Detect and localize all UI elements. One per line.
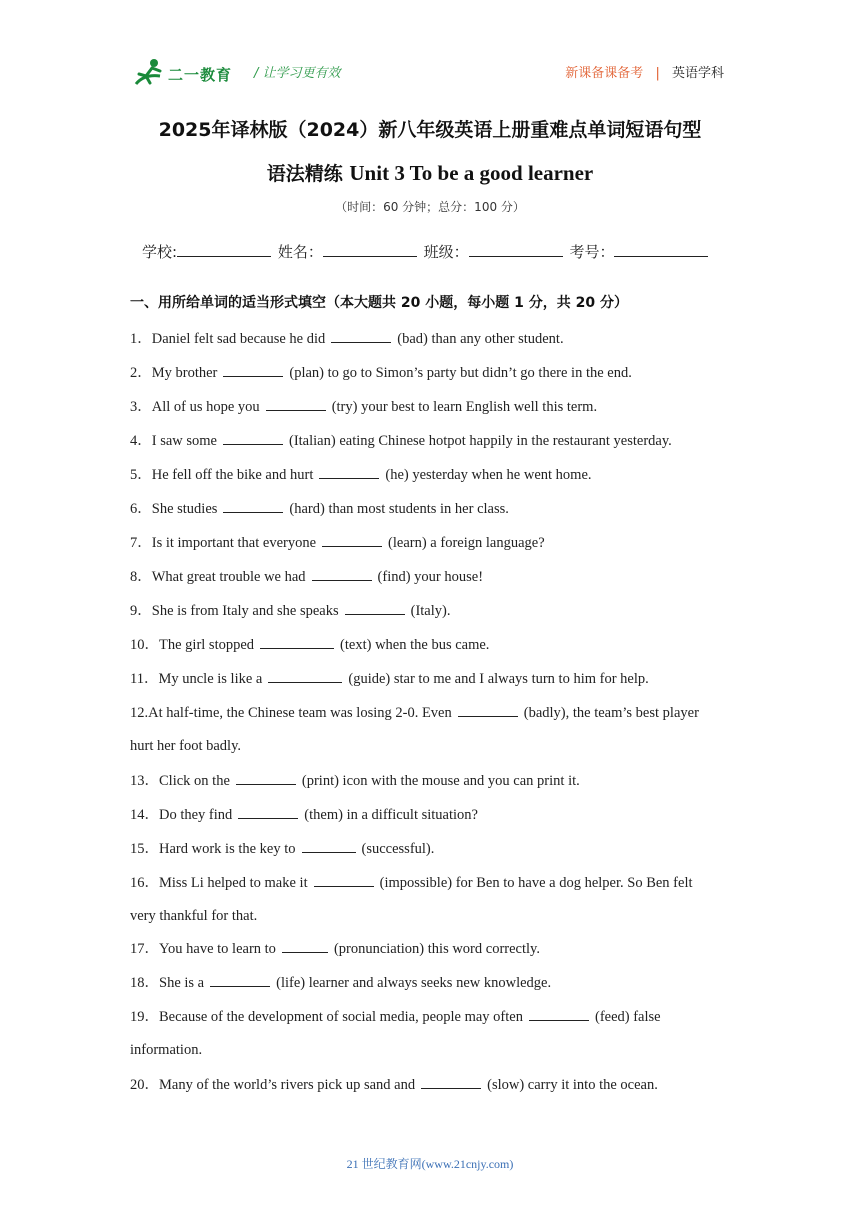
question-number: 3． — [130, 399, 152, 415]
question-text-before: My uncle is like a — [158, 671, 263, 687]
question-number: 11． — [130, 671, 159, 687]
question-item — [130, 702, 699, 723]
name-label: 姓名： — [277, 243, 323, 261]
question-text-after: (bad) than any other student. — [397, 331, 564, 347]
question-text-before: Do they find — [159, 807, 233, 823]
question-text-before: My brother — [151, 365, 218, 381]
question-number: 14． — [130, 807, 159, 823]
question-text-after: (print) icon with the mouse and you can print it. — [301, 773, 580, 789]
question-number: 17． — [130, 941, 159, 957]
document-title-line2 — [0, 159, 860, 186]
title-en-part: Unit 3 To be a good learner — [349, 161, 594, 185]
answer-blank[interactable] — [260, 634, 334, 649]
class-label: 班级： — [423, 243, 469, 261]
question-text-before: Many of the world’s rivers pick up sand and — [159, 1077, 416, 1093]
answer-blank[interactable] — [322, 532, 382, 547]
question-continuation: information. — [130, 1042, 203, 1058]
question-item — [130, 838, 434, 859]
header-right — [565, 62, 724, 81]
question-item — [130, 498, 509, 519]
school-field[interactable] — [177, 242, 271, 257]
slogan: / 让学习更有效 — [254, 66, 341, 81]
question-text-after: (life) learner and always seeks new knowledge. — [276, 975, 552, 991]
question-item — [130, 430, 672, 451]
class-field[interactable] — [469, 242, 563, 257]
question-text-after: (find) your house! — [377, 569, 484, 585]
question-continuation: very thankful for that. — [130, 908, 258, 924]
question-text-before: The girl stopped — [159, 637, 255, 653]
question-number: 5． — [130, 467, 152, 483]
question-text-after: (feed) false — [594, 1009, 661, 1025]
question-item — [130, 396, 597, 417]
answer-blank[interactable] — [458, 702, 518, 717]
answer-blank[interactable] — [314, 872, 374, 887]
question-text-after: (badly), the team’s best player — [523, 705, 699, 721]
question-text-before: Miss Li helped to make it — [159, 875, 308, 891]
logo-text: 二一教育 — [168, 66, 233, 84]
answer-blank[interactable] — [223, 430, 283, 445]
question-number: 10． — [130, 637, 159, 653]
question-item — [130, 634, 489, 655]
question-text-before: All of us hope you — [151, 399, 260, 415]
question-number: 18． — [130, 975, 159, 991]
question-text-after: (hard) than most students in her class. — [289, 501, 509, 517]
question-number: 19． — [130, 1009, 159, 1025]
question-item — [130, 1074, 658, 1095]
question-number: 1． — [130, 331, 152, 347]
question-item — [130, 464, 592, 485]
question-item — [130, 668, 649, 689]
question-item — [130, 938, 540, 959]
question-number: 9． — [130, 603, 152, 619]
question-number: 7． — [130, 535, 152, 551]
question-text-after: (successful). — [361, 841, 435, 857]
question-item — [130, 600, 450, 621]
question-text-before: She is from Italy and she speaks — [151, 603, 339, 619]
answer-blank[interactable] — [210, 972, 270, 987]
question-item — [130, 328, 564, 349]
question-continuation: hurt her foot badly. — [130, 738, 242, 754]
question-number: 12. — [130, 705, 149, 721]
question-item — [130, 1006, 661, 1027]
question-text-before: Because of the development of social media, people may often — [159, 1009, 523, 1025]
answer-blank[interactable] — [319, 464, 379, 479]
question-text-before: What great trouble we had — [151, 569, 306, 585]
question-text-before: You have to learn to — [159, 941, 276, 957]
question-text-after: (learn) a foreign language? — [388, 535, 545, 551]
question-number: 8． — [130, 569, 152, 585]
question-text-before: Hard work is the key to — [159, 841, 296, 857]
title-cn-part: 语法精练 — [266, 163, 343, 185]
school-label: 学校: — [142, 243, 178, 261]
document-title-line1: 2025年译林版（2024）新八年级英语上册重难点单词短语句型 — [158, 119, 702, 141]
question-item — [130, 804, 478, 825]
question-text-before: Click on the — [159, 773, 230, 789]
question-text-after: (he) yesterday when he went home. — [385, 467, 592, 483]
answer-blank[interactable] — [223, 498, 283, 513]
section-title: 一、用所给单词的适当形式填空（本大题共 20 小题，每小题 1 分，共 20 分） — [130, 295, 628, 311]
question-item — [130, 362, 632, 383]
question-number: 16． — [130, 875, 159, 891]
answer-blank[interactable] — [266, 396, 326, 411]
question-text-after: (try) your best to learn English well this term. — [331, 399, 598, 415]
answer-blank[interactable] — [529, 1006, 589, 1021]
question-text-before: Is it important that everyone — [151, 535, 317, 551]
question-text-before: I saw some — [151, 433, 217, 449]
question-number: 4． — [130, 433, 152, 449]
answer-blank[interactable] — [282, 938, 328, 953]
exam-number-label: 考号： — [569, 243, 615, 261]
answer-blank[interactable] — [223, 362, 283, 377]
answer-blank[interactable] — [345, 600, 405, 615]
question-text-after: (guide) star to me and I always turn to him for help. — [348, 671, 649, 687]
question-number: 13． — [130, 773, 159, 789]
question-text-after: (text) when the bus came. — [340, 637, 490, 653]
question-item — [130, 532, 545, 553]
question-number: 15． — [130, 841, 159, 857]
student-info-line — [142, 241, 710, 262]
question-number: 20． — [130, 1077, 159, 1093]
question-text-after: (impossible) for Ben to have a dog helper. So Ben felt — [379, 875, 693, 891]
logo — [130, 56, 242, 90]
page-header — [130, 56, 730, 90]
answer-blank[interactable] — [421, 1074, 481, 1089]
header-subject: 英语学科 — [671, 66, 724, 81]
answer-blank[interactable] — [312, 566, 372, 581]
question-text-before: At half-time, the Chinese team was losing 2-0. Even — [148, 705, 452, 721]
answer-blank[interactable] — [302, 838, 356, 853]
question-item — [130, 972, 551, 993]
exam-number-field[interactable] — [614, 242, 708, 257]
question-text-before: She studies — [151, 501, 218, 517]
question-item — [130, 566, 483, 587]
question-number: 6． — [130, 501, 152, 517]
header-separator: | — [655, 66, 660, 81]
answer-blank[interactable] — [238, 804, 298, 819]
answer-blank[interactable] — [331, 328, 391, 343]
time-score-info: （时间：60 分钟；总分：100 分） — [335, 200, 525, 214]
question-text-before: He fell off the bike and hurt — [151, 467, 314, 483]
question-item — [130, 872, 693, 893]
name-field[interactable] — [323, 242, 417, 257]
question-text-after: (Italian) eating Chinese hotpot happily in the restaurant yesterday. — [289, 433, 672, 449]
header-tagline: 新课备课备考 — [565, 66, 644, 81]
question-text-after: (slow) carry it into the ocean. — [487, 1077, 658, 1093]
question-number: 2． — [130, 365, 152, 381]
footer: 21 世纪教育网(www.21cnjy.com) — [346, 1157, 514, 1171]
answer-blank[interactable] — [236, 770, 296, 785]
question-text-after: (plan) to go to Simon’s party but didn’t go there in the end. — [289, 365, 632, 381]
question-text-after: (them) in a difficult situation? — [304, 807, 478, 823]
question-text-after: (pronunciation) this word correctly. — [333, 941, 540, 957]
runner-logo-icon — [130, 56, 170, 90]
answer-blank[interactable] — [268, 668, 342, 683]
question-text-before: She is a — [159, 975, 205, 991]
question-text-before: Daniel felt sad because he did — [151, 331, 326, 347]
question-text-after: (Italy). — [410, 603, 451, 619]
question-item — [130, 770, 580, 791]
